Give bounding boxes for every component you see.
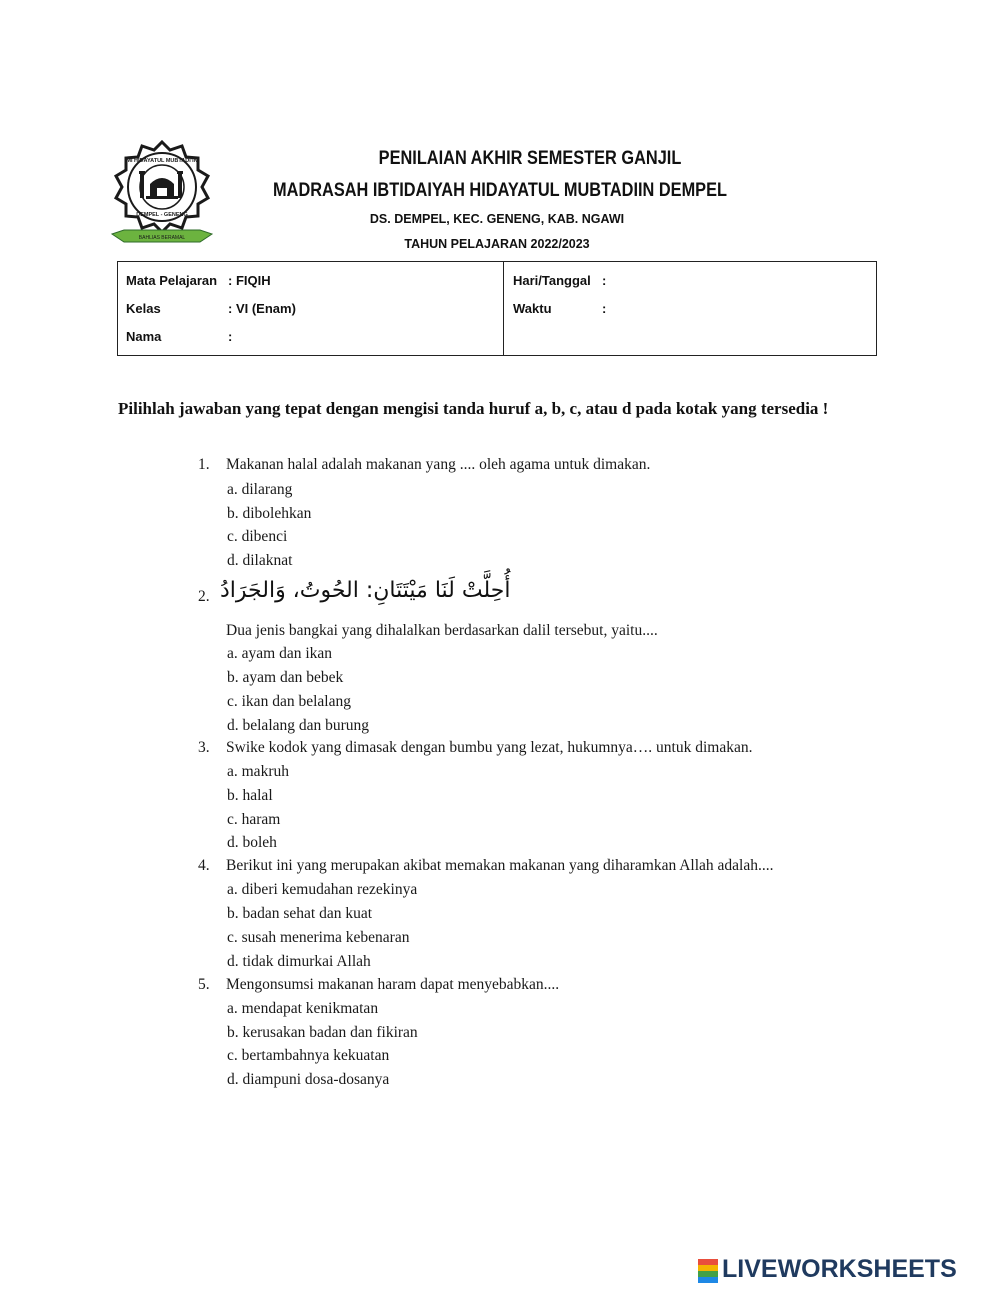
question-text: Swike kodok yang dimasak dengan bumbu yang lezat, hukumnya…. untuk dimakan. [226,739,753,756]
answer-option[interactable]: c. dibenci [227,528,288,545]
question-text: Dua jenis bangkai yang dihalalkan berdasarkan dalil tersebut, yaitu.... [226,622,658,639]
answer-option[interactable]: a. dilarang [227,481,293,498]
answer-option[interactable]: c. bertambahnya kekuatan [227,1047,390,1064]
answer-option[interactable]: b. ayam dan bebek [227,669,344,686]
date-value-field[interactable]: : [602,273,607,288]
answer-option[interactable]: a. diberi kemudahan rezekinya [227,881,418,898]
subject-value: : FIQIH [228,273,271,288]
logo-ribbon-text: BAHLIAS BERAMAL [138,235,186,241]
answer-option[interactable]: b. badan sehat dan kuat [227,905,373,922]
answer-option[interactable]: a. mendapat kenikmatan [227,1000,379,1017]
answer-option[interactable]: a. ayam dan ikan [227,645,333,662]
question-number: 4. [198,857,210,874]
class-label: Kelas [126,301,161,316]
date-label: Hari/Tanggal [513,273,591,288]
answer-option[interactable]: d. boleh [227,834,277,851]
answer-option[interactable]: b. halal [227,787,273,804]
logo-ring-text: MI HIDAYATUL MUBTADI'IN [126,158,198,164]
answer-option[interactable]: a. makruh [227,763,289,780]
class-value: : VI (Enam) [228,301,296,316]
answer-option[interactable]: c. ikan dan belalang [227,693,351,710]
question-number: 5. [198,976,210,993]
liveworksheets-logo-icon [698,1259,718,1283]
info-divider [503,262,504,355]
school-address: DS. DEMPEL, KEC. GENENG, KAB. NGAWI [369,212,625,226]
time-label: Waktu [513,301,552,316]
question-number: 2. [198,588,210,605]
answer-option[interactable]: d. tidak dimurkai Allah [227,953,371,970]
academic-year: TAHUN PELAJARAN 2022/2023 [404,237,590,251]
answer-option[interactable]: d. diampuni dosa-dosanya [227,1071,390,1088]
arabic-dalil: أُحِلَّتْ لَنَا مَيْتَتَانِ: الحُوتُ، وَالجَرَادُ [220,578,511,603]
answer-option[interactable]: b. kerusakan badan dan fikiran [227,1024,418,1041]
question-text: Mengonsumsi makanan haram dapat menyebabkan.... [226,976,560,993]
answer-option[interactable]: c. haram [227,811,281,828]
logo-bottom-text: DEMPEL - GENENG [136,212,188,218]
answer-option[interactable]: b. dibolehkan [227,505,312,522]
answer-option[interactable]: d. dilaknat [227,552,293,569]
time-value-field[interactable]: : [602,301,607,316]
answer-option[interactable]: c. susah menerima kebenaran [227,929,410,946]
instruction-text: Pilihlah jawaban yang tepat dengan mengisi tanda huruf a, b, c, atau d pada kotak yang tersedia ! [118,399,829,418]
name-label: Nama [126,329,162,344]
liveworksheets-brand[interactable]: LIVEWORKSHEETS [722,1255,957,1283]
question-text: Makanan halal adalah makanan yang .... oleh agama untuk dimakan. [226,456,651,473]
school-name: MADRASAH IBTIDAIYAH HIDAYATUL MUBTADIIN DEMPEL [273,180,727,201]
name-value-field[interactable]: : [228,329,233,344]
question-number: 3. [198,739,210,756]
subject-label: Mata Pelajaran [126,273,218,288]
question-number: 1. [198,456,210,473]
student-info-box [117,261,877,356]
answer-option[interactable]: d. belalang dan burung [227,717,370,734]
exam-title: PENILAIAN AKHIR SEMESTER GANJIL [378,148,682,169]
question-text: Berikut ini yang merupakan akibat memakan makanan yang diharamkan Allah adalah.... [226,857,774,874]
